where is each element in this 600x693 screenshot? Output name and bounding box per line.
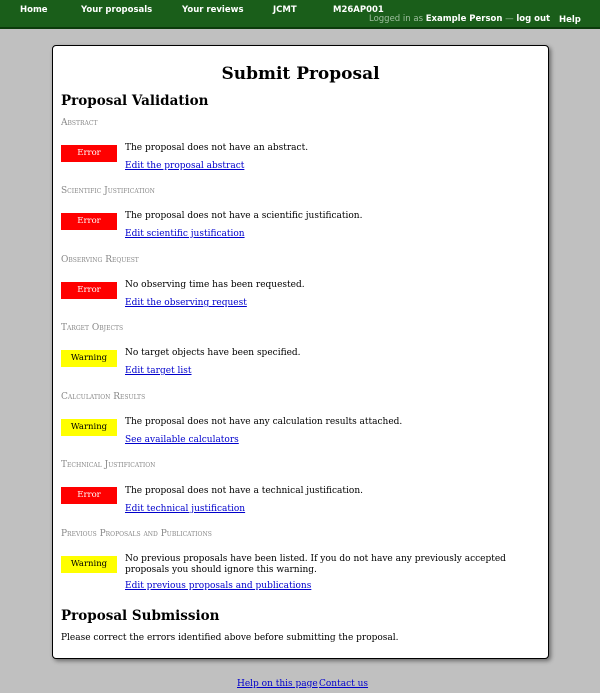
section-heading-technical-justification: Technical Justification bbox=[61, 460, 156, 470]
log-out-link[interactable]: log out bbox=[516, 14, 551, 24]
validation-message: The proposal does not have any calculation results attached. bbox=[125, 417, 403, 427]
edit-abstract-link[interactable]: Edit the proposal abstract bbox=[125, 161, 245, 171]
section-heading-scientific-justification: Scientific Justification bbox=[61, 186, 155, 196]
help-on-this-page-link[interactable]: Help on this page bbox=[237, 679, 318, 689]
validation-message: The proposal does not have a scientific justification. bbox=[125, 211, 363, 221]
nav-facility-link[interactable]: JCMT bbox=[273, 5, 297, 15]
section-heading-calculation-results: Calculation Results bbox=[61, 392, 146, 402]
nav-home-link[interactable]: Home bbox=[20, 5, 48, 15]
main-panel bbox=[52, 45, 549, 659]
nav-your-proposals-link[interactable]: Your proposals bbox=[81, 5, 153, 15]
nav-proposal-code-link[interactable]: M26AP001 bbox=[333, 5, 384, 15]
login-separator: — bbox=[505, 14, 514, 24]
submission-message: Please correct the errors identified above before submitting the proposal. bbox=[61, 633, 399, 643]
top-navigation-bar bbox=[0, 0, 600, 29]
status-badge-error: Error bbox=[61, 145, 117, 162]
status-badge-error: Error bbox=[61, 487, 117, 504]
validation-heading: Proposal Validation bbox=[61, 93, 209, 109]
status-badge-warning: Warning bbox=[61, 419, 117, 436]
status-badge-warning: Warning bbox=[61, 350, 117, 367]
section-heading-abstract: Abstract bbox=[61, 118, 98, 128]
contact-us-link[interactable]: Contact us bbox=[319, 679, 369, 689]
status-badge-error: Error bbox=[61, 282, 117, 299]
edit-previous-proposals-link[interactable]: Edit previous proposals and publications bbox=[125, 581, 312, 591]
page-title: Submit Proposal bbox=[221, 64, 380, 84]
user-name: Example Person bbox=[425, 14, 503, 24]
edit-scientific-justification-link[interactable]: Edit scientific justification bbox=[125, 229, 245, 239]
submission-heading: Proposal Submission bbox=[61, 608, 220, 624]
nav-your-reviews-link[interactable]: Your reviews bbox=[182, 5, 244, 15]
validation-message: No previous proposals have been listed. If you do not have any previously accepted proposals you should ignore this warning. bbox=[125, 554, 506, 575]
nav-help-link[interactable]: Help bbox=[559, 15, 581, 25]
validation-message: No observing time has been requested. bbox=[125, 280, 305, 290]
edit-target-list-link[interactable]: Edit target list bbox=[125, 366, 192, 376]
login-status bbox=[369, 14, 550, 24]
edit-technical-justification-link[interactable]: Edit technical justification bbox=[125, 504, 246, 514]
see-calculators-link[interactable]: See available calculators bbox=[125, 435, 239, 445]
status-badge-warning: Warning bbox=[61, 556, 117, 573]
validation-message: The proposal does not have an abstract. bbox=[125, 143, 309, 153]
section-heading-observing-request: Observing Request bbox=[61, 255, 139, 265]
validation-message: No target objects have been specified. bbox=[125, 348, 301, 358]
validation-message: The proposal does not have a technical justification. bbox=[125, 486, 363, 496]
edit-observing-request-link[interactable]: Edit the observing request bbox=[125, 298, 247, 308]
section-heading-previous-proposals: Previous Proposals and Publications bbox=[61, 529, 212, 539]
status-badge-error: Error bbox=[61, 213, 117, 230]
section-heading-target-objects: Target Objects bbox=[61, 323, 124, 333]
logged-in-label: Logged in as bbox=[369, 14, 423, 24]
